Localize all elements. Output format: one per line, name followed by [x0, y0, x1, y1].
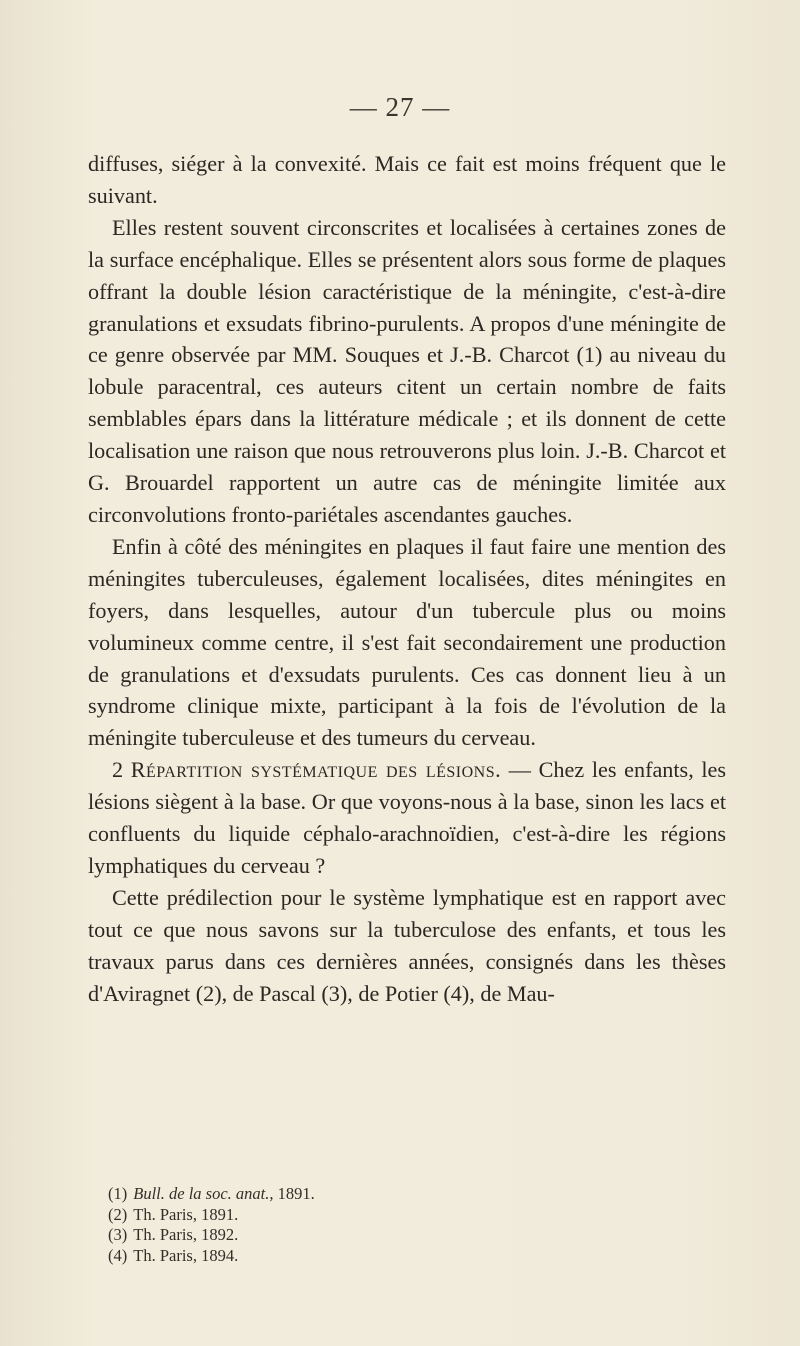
paragraph-3: Enfin à côté des méningites en plaques il faut faire une mention des méningites tuberculeuses, également localisées, dites méningites en foyers, dans lesquelles, autour d'un tubercule plus ou moins volumineux comme centre, il s'est fait secondairement une production de granulations et d'exsudats purulents. Ces cas donnent lieu à un syndrome clinique mixte, participant à la fois de l'évolution de la méningite tuberculeuse et des tumeurs du cerveau.	[88, 533, 726, 751]
footnote-1: (1) Bull. de la soc. anat., 1891.	[108, 1184, 315, 1203]
footnote-4: (4) Th. Paris, 1894.	[108, 1246, 239, 1266]
paragraph-1: diffuses, siéger à la convexité. Mais ce fait est moins fréquent que le suivant.	[88, 151, 726, 208]
footnote-2: (2) Th. Paris, 1891.	[108, 1204, 239, 1224]
footnote-3: (3) Th. Paris, 1892.	[108, 1225, 239, 1245]
section-number: 2	[112, 757, 124, 783]
section-paragraph	[88, 754, 726, 882]
page-number: — 27 —	[349, 92, 451, 122]
paragraph-2: Elles restent souvent circonscrites et localisées à certaines zones de la surface encéphalique. Elles se présentent alors sous forme de plaques offrant la double lésion caractéristique de la méningite, c'est-à-dire granulations et exsudats fibrino-purulents. A propos d'une méningite de ce genre observée par MM. Souques et J.-B. Charcot (1) au niveau du lobule paracentral, ces auteurs citent un certain nombre de faits semblables épars dans la littérature médicale ; et ils donnent de cette localisation une raison que nous retrouverons plus loin. J.-B. Charcot et G. Brouardel rapportent un autre cas de méningite limitée aux circonvolutions fronto-pariétales ascendantes gauches.	[88, 214, 726, 527]
body-text	[88, 148, 726, 1009]
section-heading: Répartition systématique des lésions.	[130, 757, 502, 783]
section-text: Chez les enfants, les lésions siègent à la base. Or que voyons-nous à la base, sinon les lacs et confluents du liquide céphalo-arachnoïdien, c'est-à-dire les régions lymphatiques du cerveau ?	[88, 757, 727, 878]
section-dash: —	[508, 757, 531, 783]
footnotes	[108, 1184, 708, 1267]
closing-paragraph: Cette prédilection pour le système lymphatique est en rapport avec tout ce que nous savons sur la tuberculose des enfants, et tous les travaux parus dans ces dernières années, consignés dans les thèses d'Aviragnet (2), de Pascal (3), de Potier (4), de Mau-	[88, 884, 726, 1006]
